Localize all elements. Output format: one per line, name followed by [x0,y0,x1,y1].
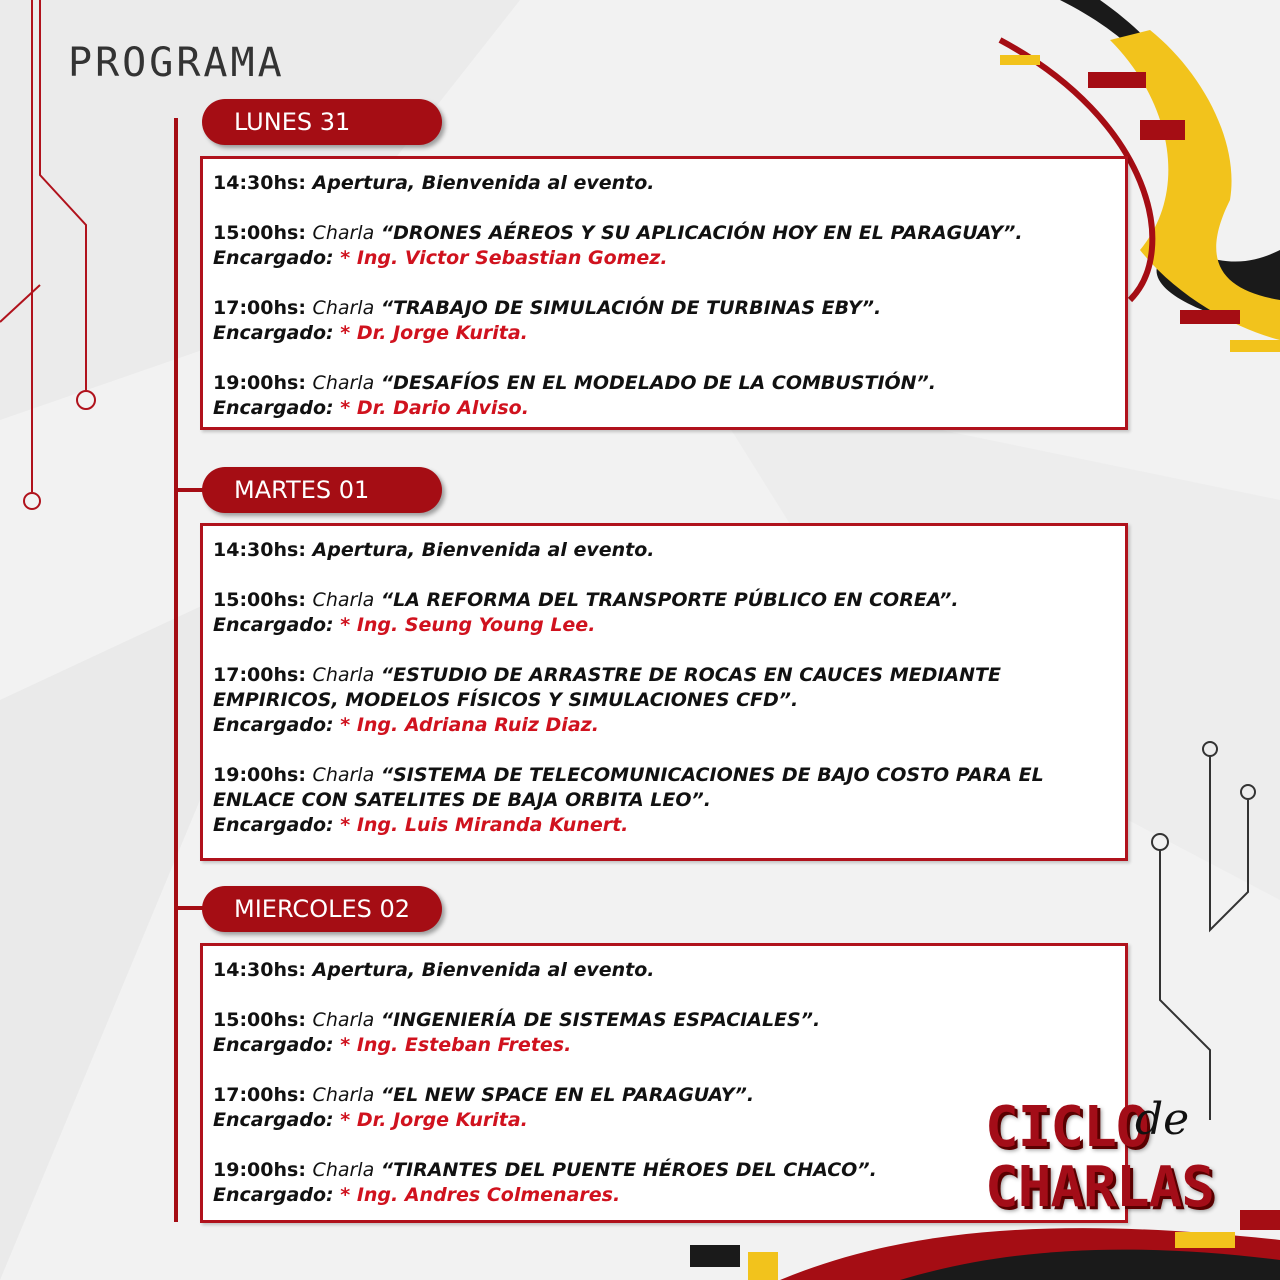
day-label-lunes: LUNES 31 [202,99,442,145]
event-entry: 14:30hs: Apertura, Bienvenida al evento. [213,539,655,561]
event-entry: 17:00hs: Charla “TRABAJO DE SIMULACIÓN DE TURBINAS EBY”. Encargado: * Dr. Jorge Kurita. [213,297,882,344]
speaker-name: * Dr. Jorge Kurita. [340,322,528,344]
day-label-martes: MARTES 01 [202,467,442,513]
event-entry: 19:00hs: Charla “DESAFÍOS EN EL MODELADO DE LA COMBUSTIÓN”. Encargado: * Dr. Dario Alviso. [213,372,937,419]
event-entry: 15:00hs: Charla “DRONES AÉREOS Y SU APLICACIÓN HOY EN EL PARAGUAY”. Encargado: * Ing. Victor Sebastian Gomez. [213,222,1023,269]
speaker-name: * Dr. Dario Alviso. [340,397,529,419]
event-entry: 15:00hs: Charla “INGENIERÍA DE SISTEMAS ESPACIALES”. Encargado: * Ing. Esteban Fretes. [213,1009,821,1056]
logo-de: de [1135,1094,1190,1145]
speaker-name: * Dr. Jorge Kurita. [340,1109,528,1131]
speaker-name: * Ing. Andres Colmenares. [340,1184,621,1206]
event-entry: 15:00hs: Charla “LA REFORMA DEL TRANSPORTE PÚBLICO EN COREA”. Encargado: * Ing. Seung Young Lee. [213,589,959,636]
speaker-name: * Ing. Luis Miranda Kunert. [340,814,629,836]
schedule-box-lunes [200,156,1128,430]
ciclo-de-charlas-logo [985,1094,1215,1220]
schedule-box-martes [200,523,1128,861]
speaker-name: * Ing. Esteban Fretes. [340,1034,572,1056]
event-entry: 14:30hs: Apertura, Bienvenida al evento. [213,959,655,981]
speaker-name: * Ing. Adriana Ruiz Diaz. [340,714,599,736]
logo-line-2: CHARLAS [985,1155,1215,1220]
event-entry: 17:00hs: Charla “ESTUDIO DE ARRASTRE DE ROCAS EN CAUCES MEDIANTE EMPIRICOS, MODELOS FÍSICOS Y SIMULACIONES CFD”. Encargado: * Ing. Adriana Ruiz Diaz. [213,664,1001,736]
page-title: PROGRAMA [68,40,285,86]
day-label-miercoles: MIERCOLES 02 [202,886,442,932]
event-entry: 19:00hs: Charla “SISTEMA DE TELECOMUNICACIONES DE BAJO COSTO PARA EL ENLACE CON SATELITES DE BAJA ORBITA LEO”. Encargado: * Ing. Luis Miranda Kunert. [213,764,1044,836]
event-entry: 14:30hs: Apertura, Bienvenida al evento. [213,172,655,194]
event-entry: 17:00hs: Charla “EL NEW SPACE EN EL PARAGUAY”. Encargado: * Dr. Jorge Kurita. [213,1084,755,1131]
logo-line-1: CICLO [985,1095,1149,1160]
event-entry: 19:00hs: Charla “TIRANTES DEL PUENTE HÉROES DEL CHACO”. Encargado: * Ing. Andres Colmenares. [213,1159,877,1206]
speaker-name: * Ing. Victor Sebastian Gomez. [340,247,668,269]
speaker-name: * Ing. Seung Young Lee. [340,614,596,636]
